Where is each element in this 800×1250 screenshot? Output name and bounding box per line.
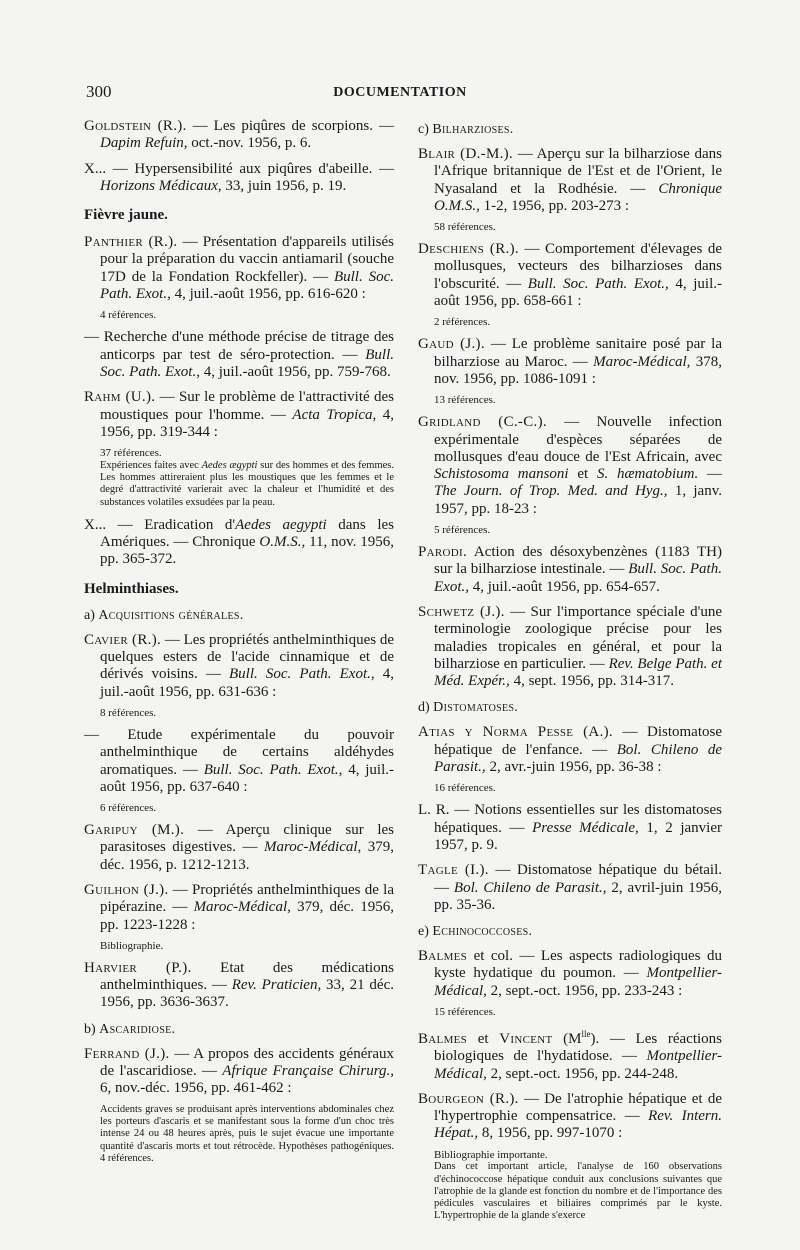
bib-entry: — Etude expérimentale du pouvoir anthelminthique de certains aldéhydes aromatiques. — Bull. Soc. Path. Exot., 4, juil.-août 1956, pp. 637-640 : xyxy=(84,726,395,795)
left-column xyxy=(84,118,394,1165)
bib-entry: Balmes et Vincent $(M^{lle})$. — Les réactions biologiques de l'hydatidose. — Montpellier-Médical, 2, sept.-oct. 1956, pp. 244-248. xyxy=(418,1028,723,1082)
page-header xyxy=(0,82,800,106)
bib-entry: Cavier (R.). — Les propriétés anthelminthiques de quelques esters de l'acide cinnamique et de dérivés voisins. — Bull. Soc. Path. Exot., 4, juil.-août 1956, pp. 631-636 : xyxy=(84,631,394,700)
bib-entry: Tagle (I.). — Distomatose hépatique du bétail. — Bol. Chileno de Parasit., 2, avril-juin 1956, pp. 35-36. xyxy=(418,862,722,913)
bib-entry: Atias y Norma Pesse (A.). — Distomatose hépatique de l'enfance. — Bol. Chileno de Parasit., 2, avr.-juin 1956, pp. 36-38 : xyxy=(418,724,722,776)
references-count: 16 références. xyxy=(434,782,496,795)
bib-entry: Gridland (C.-C.). — Nouvelle infection expérimentale d'espèces séparées de mollusques d'eau douce de l'Est Africain, avec Schistosoma mansoni et S. hæmatobium. — The Journ. of Trop. Med. and Hyg., 1, janv. 1957, pp. 18-23 : xyxy=(418,414,723,517)
bib-entry: Bourgeon (R.). — De l'atrophie hépatique et de l'hypertrophie compensatrice. — Rev. Intern. Hépat., 8, 1956, pp. 997-1070 : xyxy=(418,1090,723,1142)
references-note: Bibliographie importante. xyxy=(434,1148,548,1161)
subsection-heading: d) Distomatoses. xyxy=(418,700,519,716)
bib-entry: Deschiens (R.). — Comportement d'élevages de mollusques, vecteurs des bilharzioses dans l'obscurité. — Bull. Soc. Path. Exot., 4, juil.-août 1956, pp. 658-661 : xyxy=(418,241,723,310)
bib-entry: Gaud (J.). — Le problème sanitaire posé par la bilharziose au Maroc. — Maroc-Médical, 378, nov. 1956, pp. 1086-1091 : xyxy=(418,336,722,387)
references-count: 13 références. xyxy=(434,394,496,407)
subsection-heading: c) Bilharzioses. xyxy=(418,122,514,137)
annotation-note: Accidents graves se produisant après interventions abdominales chez les porteurs d'ascaris et se manifestant sous la forme d'un choc très intense 24 ou 48 heures après, puis le sujet évacue une importante quantité d'ascaris morts et tout rétrocède. Hypothèses pathogéniques. 4 références. xyxy=(100,1103,394,1164)
section-heading: Helminthiases. xyxy=(84,580,179,597)
references-note: Bibliographie. xyxy=(100,939,164,952)
references-count: 5 références. xyxy=(434,524,491,537)
subsection-heading: a) Acquisitions générales. xyxy=(84,607,244,623)
subsection-heading: e) Echinococcoses. xyxy=(418,924,533,940)
references-count: 37 références. xyxy=(100,447,162,460)
bib-entry: L. R. — Notions essentielles sur les distomatoses hépatiques. — Presse Médicale, 1, 2 janvier 1957, p. 9. xyxy=(418,802,722,853)
bib-entry: Ferrand (J.). — A propos des accidents généraux de l'ascaridiose. — Afrique Française Chirurg., 6, nov.-déc. 1956, pp. 461-462 : xyxy=(84,1045,395,1097)
page-number: 300 xyxy=(86,82,112,101)
bib-entry: Panthier (R.). — Présentation d'appareils utilisés pour la préparation du vaccin antiamaril (souche 17D de la Fondation Rockfeller). — Bull. Soc. Path. Exot., 4, juil.-août 1956, pp. 616-620 : xyxy=(84,234,395,303)
running-title: DOCUMENTATION xyxy=(333,85,467,100)
references-count: 6 références. xyxy=(100,802,157,815)
bib-entry: — Recherche d'une méthode précise de titrage des anticorps par test de séro-protection. — Bull. Soc. Path. Exot., 4, juil.-août 1956, pp. 759-768. xyxy=(84,329,394,380)
column-divider xyxy=(406,120,407,1150)
bib-entry: Rahm (U.). — Sur le problème de l'attractivité des moustiques pour l'homme. — Acta Tropica, 4, 1956, pp. 319-344 : xyxy=(84,389,395,440)
bib-entry: Parodi. Action des désoxybenzènes (1183 TH) sur la bilharziose intestinale. — Bull. Soc. Path. Exot., 4, juil.-août 1956, pp. 654-657. xyxy=(418,544,722,595)
bib-entry: Guilhon (J.). — Propriétés anthelminthiques de la pipérazine. — Maroc-Médical, 379, déc. 1956, pp. 1223-1228 : xyxy=(84,882,394,933)
bib-entry: Harvier (P.). Etat des médications anthelminthiques. — Rev. Praticien, 33, 21 déc. 1956, pp. 3636-3637. xyxy=(84,959,395,1011)
annotation-note: Expériences faites avec Aedes ægypti sur des hommes et des femmes. Les hommes attireraient plus les moustiques que les femmes et le degré d'attractivité varierait avec la chaleur et l'humidité et des substances volatiles exsudées par la peau. xyxy=(100,459,394,508)
bib-entry: Goldstein (R.). — Les piqûres de scorpions. — Dapim Refuin, oct.-nov. 1956, p. 6. xyxy=(84,118,394,152)
annotation-note: Dans cet important article, l'analyse de 160 observations d'échinococcose hépatique conduit aux conclusions suivantes que l'atrophie de la glande est fonction du nombre et de l'importance des pédicules vasculaires et biliaires comprimés par le kyste. L'hypertrophie de la glande s'exerce xyxy=(434,1161,722,1222)
right-column xyxy=(418,118,722,1223)
references-count: 15 références. xyxy=(434,1005,496,1018)
references-count: 58 références. xyxy=(434,221,496,234)
references-count: 8 références. xyxy=(100,706,157,719)
section-heading: Fièvre jaune. xyxy=(84,207,168,224)
bib-entry: X... — Eradication d'Aedes aegypti dans les Amériques. — Chronique O.M.S., 11, nov. 1956, pp. 365-372. xyxy=(84,516,394,568)
subsection-heading: b) Ascaridiose. xyxy=(84,1021,176,1037)
references-count: 2 références. xyxy=(434,316,491,329)
bib-entry: X... — Hypersensibilité aux piqûres d'abeille. — Horizons Médicaux, 33, juin 1956, p. 19. xyxy=(84,160,394,194)
bib-entry: Garipuy (M.). — Aperçu clinique sur les parasitoses digestives. — Maroc-Médical, 379, déc. 1956, p. 1212-1213. xyxy=(84,822,394,873)
references-count: 4 références. xyxy=(100,309,157,322)
bib-entry: Balmes et col. — Les aspects radiologiques du kyste hydatique du poumon. — Montpellier-Médical, 2, sept.-oct. 1956, pp. 233-243 : xyxy=(418,948,722,999)
bib-entry: Blair (D.-M.). — Aperçu sur la bilharziose dans l'Afrique britannique de l'Est et de l'Orient, le Nyasaland et la Rodhésie. — Chronique O.M.S., 1-2, 1956, pp. 203-273 : xyxy=(418,146,722,214)
bib-entry: Schwetz (J.). — Sur l'importance spéciale d'une terminologie zoologique précise pour les maladies tropicales en général, et pour la bilharziose en particulier. — Rev. Belge Path. et Méd. Expér., 4, sept. 1956, pp. 314-317. xyxy=(418,603,723,690)
